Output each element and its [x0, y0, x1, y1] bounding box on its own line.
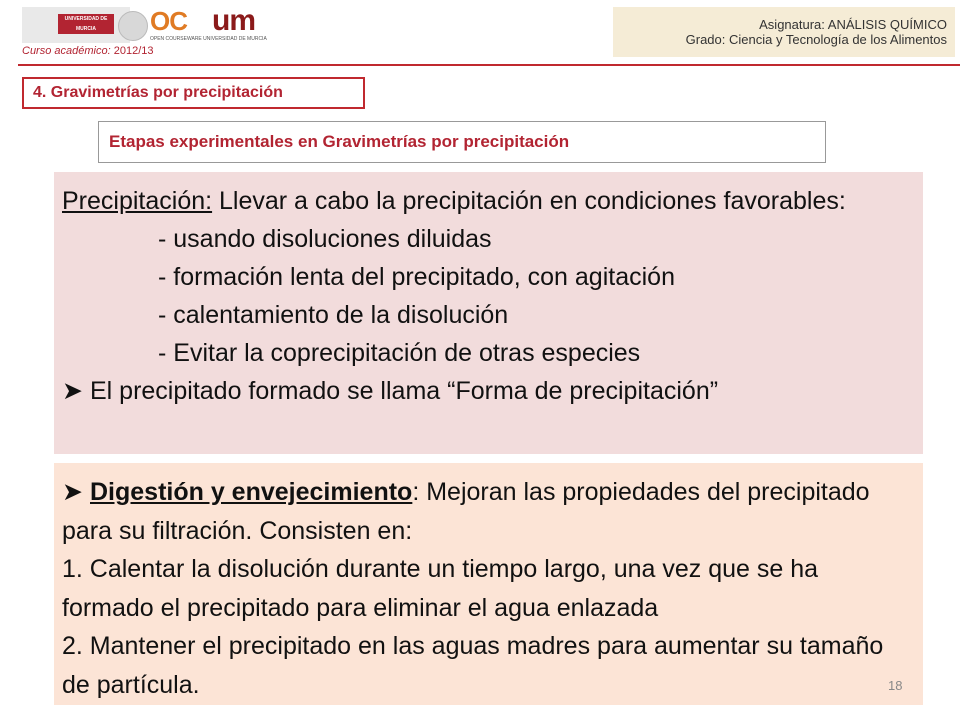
- ocw-logo-um: um: [212, 4, 255, 37]
- course-subject: Asignatura: ANÁLISIS QUÍMICO: [759, 17, 947, 32]
- page-number: 18: [888, 678, 903, 693]
- precipitation-item: - calentamiento de la disolución: [158, 301, 509, 329]
- university-logo: [22, 7, 130, 43]
- precipitation-item: - formación lenta del precipitado, con agitación: [158, 263, 675, 291]
- header-divider: [18, 64, 960, 66]
- academic-year-value: 2012/13: [113, 45, 154, 57]
- precipitation-item: - Evitar la coprecipitación de otras especies: [158, 339, 641, 367]
- digestion-step-2: 2. Mantener el precipitado en las aguas madres para aumentar su tamaño de partícula.: [62, 632, 884, 699]
- university-logo-bar: [58, 14, 114, 34]
- precipitation-term: Precipitación:: [62, 187, 213, 215]
- university-seal-icon: [118, 11, 148, 41]
- academic-year: [22, 45, 153, 57]
- digestion-intro: [62, 473, 915, 550]
- ocw-logo-oc: OC: [150, 6, 187, 36]
- digestion-panel: [54, 463, 923, 705]
- university-logo-text: UNIVERSIDAD DE MURCIA: [64, 16, 108, 32]
- precipitation-intro: [62, 182, 915, 220]
- course-info-box: [613, 7, 955, 57]
- digestion-term: Digestión y envejecimiento: [90, 478, 413, 506]
- arrow-bullet-icon: ➤: [62, 478, 83, 506]
- digestion-step-1: 1. Calentar la disolución durante un tiempo largo, una vez que se ha formado el precipitado para eliminar el agua enlazada: [62, 555, 819, 622]
- digestion-lead: : Mejoran las propiedades del precipitado para su filtración. Consisten en:: [62, 478, 870, 545]
- arrow-bullet-icon: ➤: [62, 377, 83, 405]
- precipitation-bullet: [62, 372, 915, 410]
- precipitation-bullet-text: El precipitado formado se llama “Forma de precipitación”: [90, 377, 719, 405]
- ocw-logo-subtitle: OPEN COURSEWARE UNIVERSIDAD DE MURCIA: [150, 36, 267, 42]
- course-degree: Grado: Ciencia y Tecnología de los Alimentos: [685, 32, 947, 47]
- precipitation-panel: [54, 172, 923, 454]
- subsection-title: Etapas experimentales en Gravimetrías por precipitación: [98, 121, 826, 163]
- ocw-logo: [150, 4, 267, 42]
- section-title: 4. Gravimetrías por precipitación: [22, 77, 365, 109]
- precipitation-item: - usando disoluciones diluidas: [158, 225, 492, 253]
- precipitation-lead: Llevar a cabo la precipitación en condiciones favorables:: [212, 187, 846, 215]
- academic-year-label: Curso académico:: [22, 45, 111, 57]
